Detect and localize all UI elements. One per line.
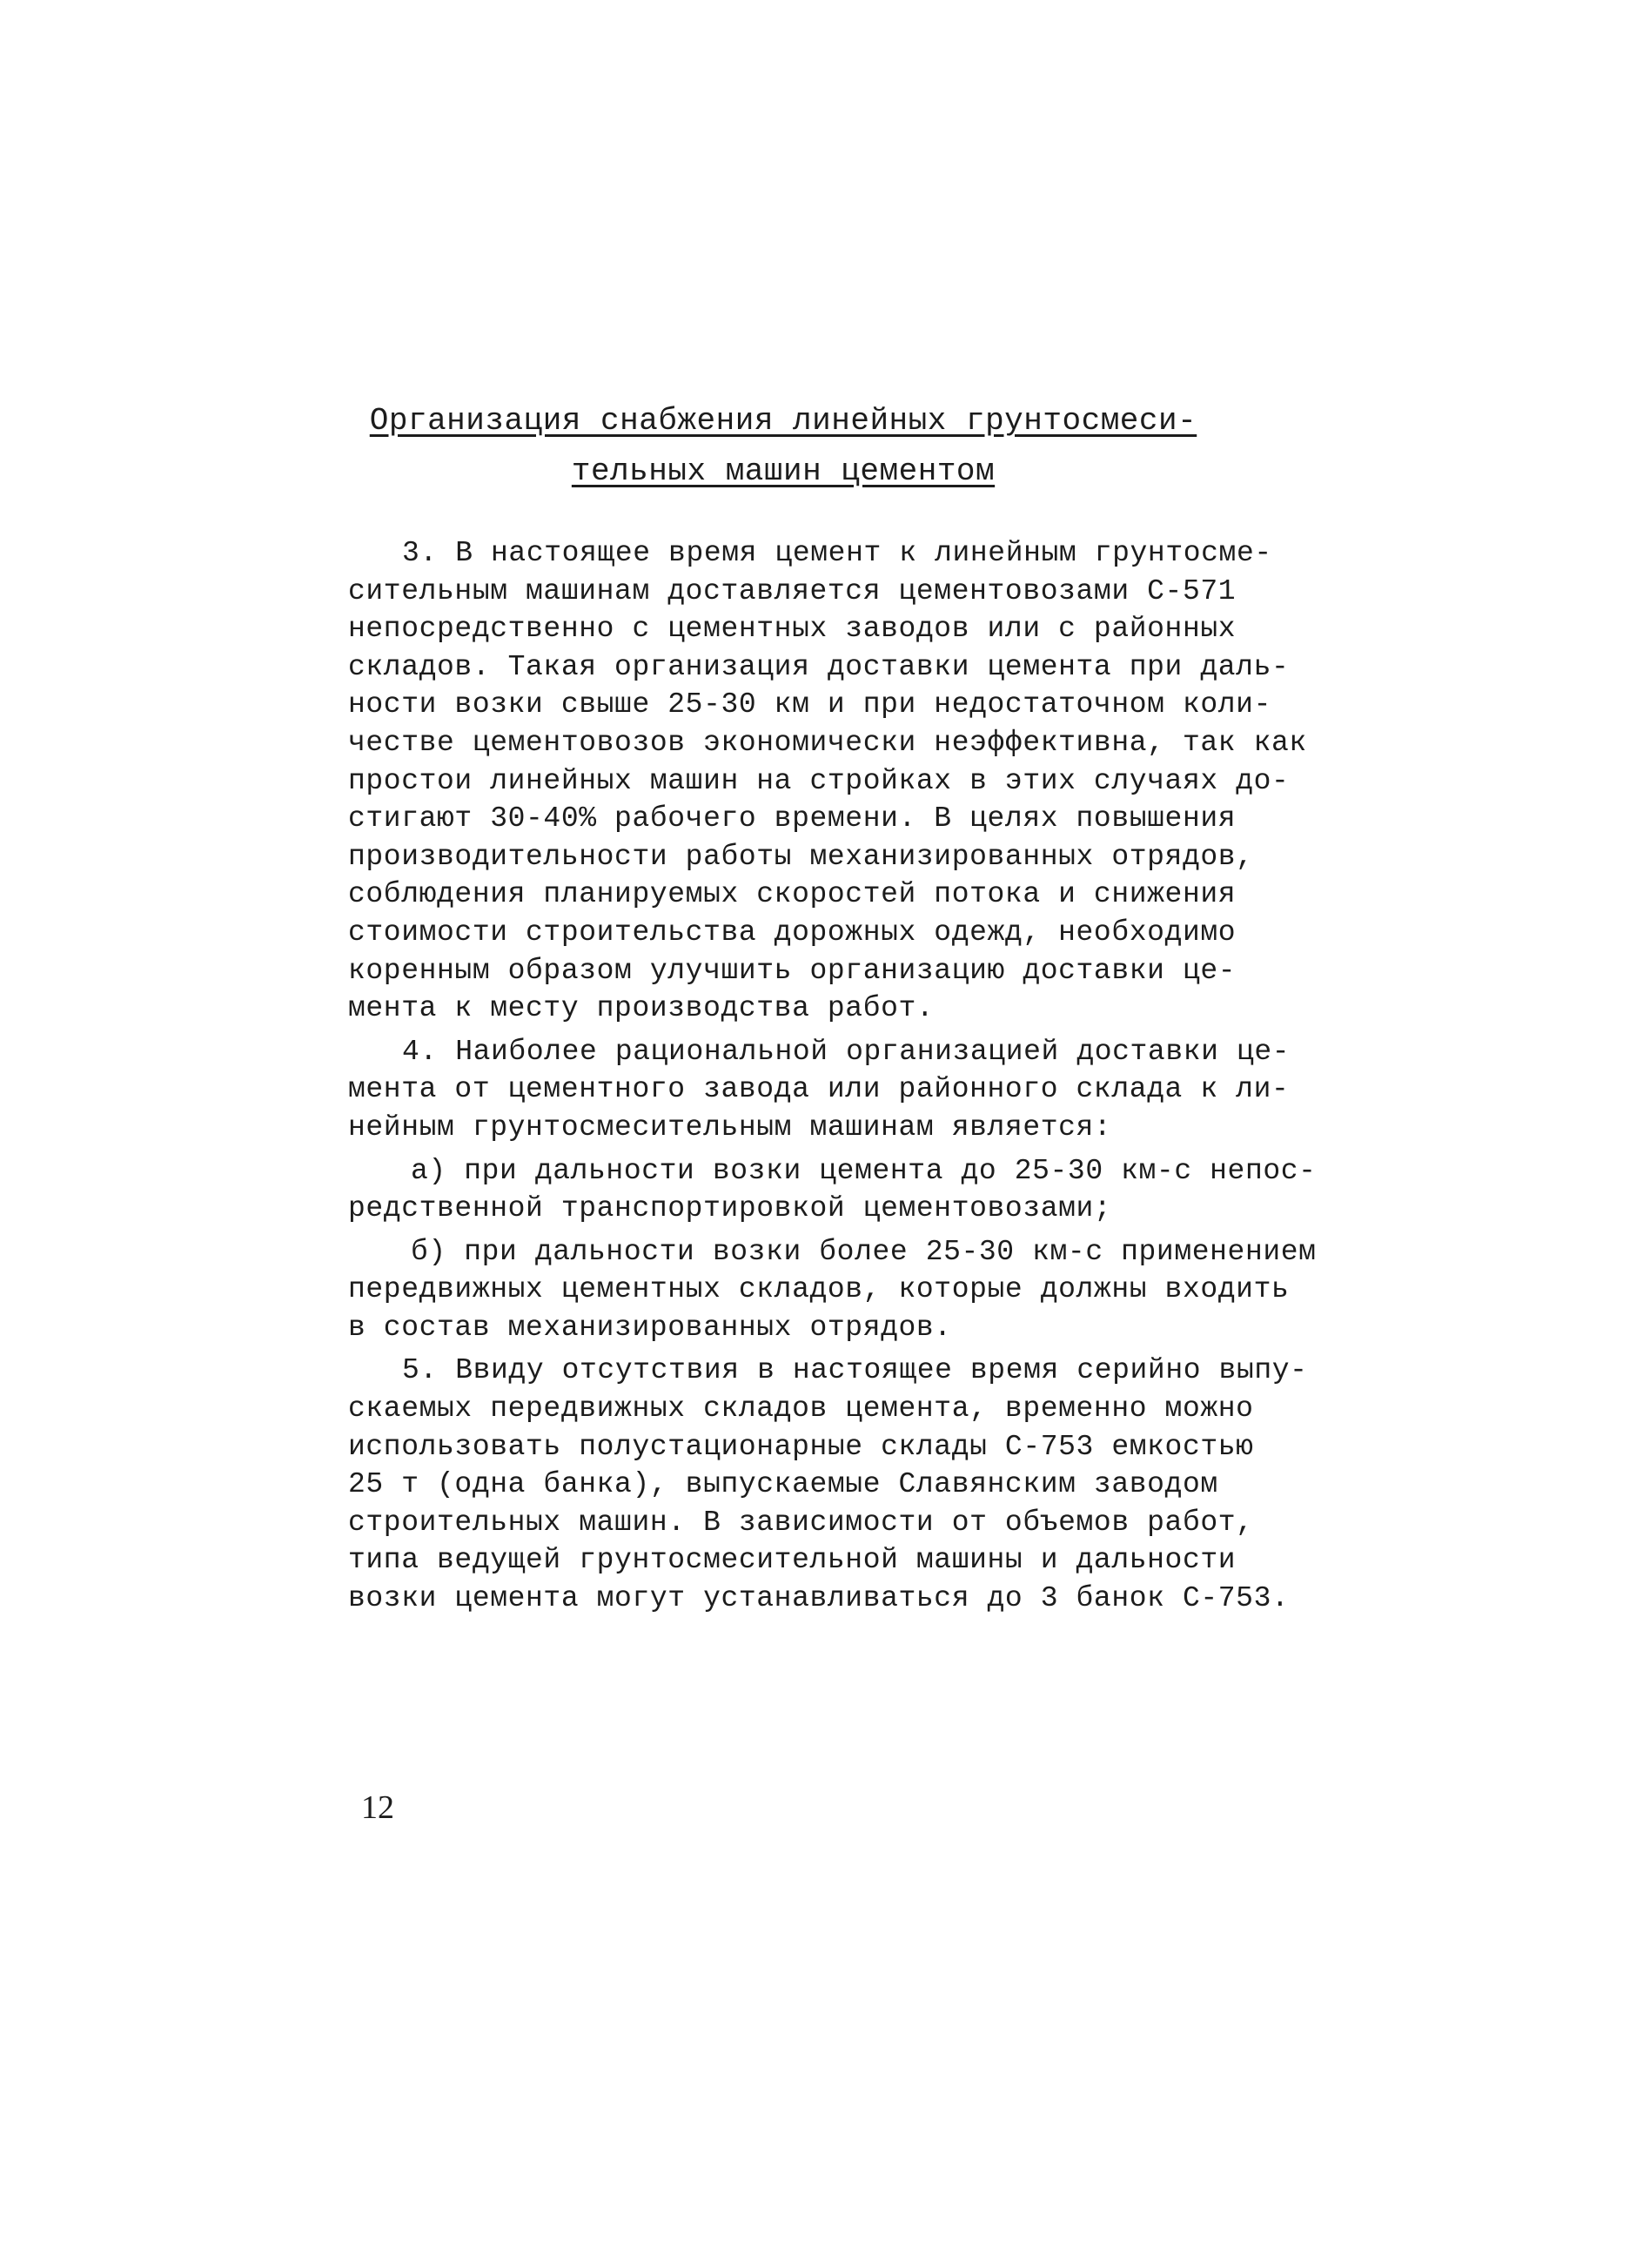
- text-line: возки цемента могут устанавливаться до 3 банок С-753.: [348, 1582, 1290, 1615]
- text-line: складов. Такая организация доставки цемента при даль-: [348, 650, 1290, 683]
- text-line: скаемых передвижных складов цемента, временно можно: [348, 1392, 1254, 1426]
- text-line: нейным грунтосмесительным машинам является:: [348, 1111, 1112, 1144]
- text-line: мента от цементного завода или районного склада к ли-: [348, 1073, 1290, 1106]
- text-line: ности возки свыше 25-30 км и при недостаточном коли-: [348, 688, 1271, 721]
- text-line: стоимости строительства дорожных одежд, необходимо: [348, 916, 1237, 949]
- text-line: 4. Наиболее рациональной организацией доставки це-: [402, 1035, 1291, 1068]
- text-line: б) при дальности возки более 25-30 км-с применением: [411, 1235, 1317, 1268]
- paragraph-4a: [348, 1152, 1471, 1228]
- text-line: честве цементовозов экономически неэффективна, так как: [348, 726, 1307, 759]
- text-line: непосредственно с цементных заводов или с районных: [348, 613, 1237, 646]
- text-line: 25 т (одна банка), выпускаемые Славянским заводом: [348, 1468, 1218, 1501]
- text-line: строительных машин. В зависимости от объемов работ,: [348, 1506, 1254, 1539]
- text-line: 3. В настоящее время цемент к линейным грунтосме-: [402, 537, 1272, 569]
- heading-line-2: тельных машин цементом: [571, 453, 996, 489]
- text-line: простои линейных машин на стройках в этих случаях до-: [348, 764, 1290, 797]
- paragraph-3: [348, 534, 1471, 1028]
- paragraph-4b: [348, 1233, 1471, 1347]
- text-line: производительности работы механизированных отрядов,: [348, 840, 1254, 873]
- page-number: 12: [361, 1789, 394, 1826]
- text-line: редственной транспортировкой цементовозами;: [348, 1192, 1112, 1225]
- heading-line-1: Организация снабжения линейных грунтосмеси-: [369, 403, 1197, 439]
- text-line: коренным образом улучшить организацию доставки це-: [348, 954, 1237, 987]
- text-line: в состав механизированных отрядов.: [348, 1311, 952, 1344]
- paragraph-5: [348, 1352, 1471, 1617]
- text-line: соблюдения планируемых скоростей потока и снижения: [348, 878, 1237, 911]
- body-text: [348, 534, 1471, 1618]
- text-line: типа ведущей грунтосмесительной машины и дальности: [348, 1544, 1237, 1577]
- text-line: сительным машинам доставляется цементовозами С-571: [348, 574, 1237, 607]
- text-line: а) при дальности возки цемента до 25-30 км-с непос-: [411, 1154, 1317, 1187]
- text-line: 5. Ввиду отсутствия в настоящее время серийно выпу-: [402, 1354, 1308, 1387]
- section-heading: [348, 396, 1218, 497]
- paragraph-4: [348, 1033, 1471, 1147]
- text-line: стигают 30-40% рабочего времени. В целях повышения: [348, 802, 1237, 835]
- text-line: использовать полустационарные склады С-753 емкостью: [348, 1430, 1254, 1463]
- text-line: мента к месту производства работ.: [348, 992, 935, 1025]
- text-line: передвижных цементных складов, которые должны входить: [348, 1273, 1290, 1306]
